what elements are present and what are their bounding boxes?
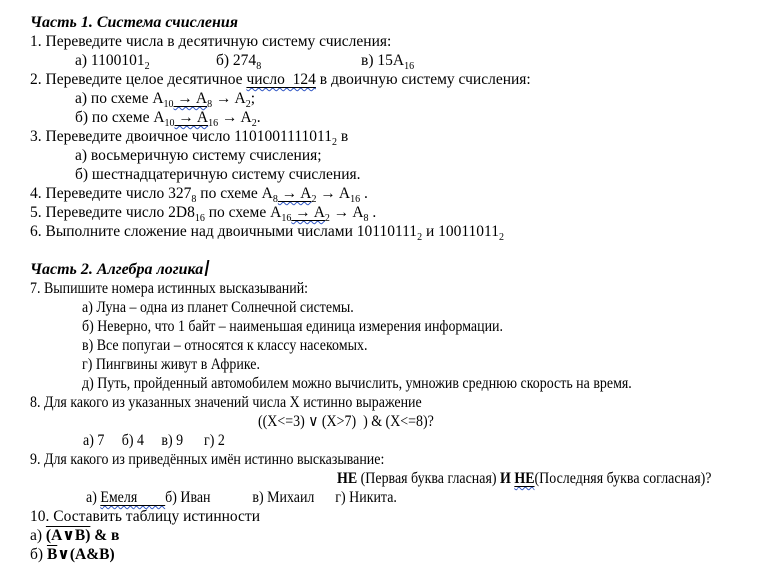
part2-title: Часть 2. Алгебра логика bbox=[30, 260, 761, 279]
q1-answers bbox=[75, 51, 761, 73]
q8-expression: ((X<=3) ∨ (X>7) ) & (X<=8)? bbox=[258, 413, 434, 430]
q1-answer-c: в) $15A_{16}$ bbox=[361, 52, 415, 73]
negated-expression: (A∨B) bbox=[45, 527, 91, 544]
not-operator: НЕ bbox=[337, 470, 358, 487]
q10-item-a: а) (A∨B) & в bbox=[30, 527, 120, 544]
marked-scheme: $_{16} \to A_2$ bbox=[281, 204, 330, 225]
q6-line: 6. Выполните сложение над двоичными числами $10110111_2$ и $10011011_2$ bbox=[30, 223, 504, 244]
q7-item-g: г) Пингвины живут в Африке. bbox=[82, 356, 260, 373]
text-cursor bbox=[205, 260, 209, 276]
q2-header: 2. Переведите целое десятичное число 124 в двоичную систему счисления: bbox=[30, 71, 531, 88]
q9-statement: НЕ (Первая буква гласная) И НЕ(Последняя буква согласная)? bbox=[337, 470, 712, 487]
q8-header: 8. Для какого из указанных значений числа X истинно выражение bbox=[30, 394, 422, 411]
and-operator: И bbox=[500, 470, 515, 487]
blank-line bbox=[30, 241, 761, 260]
q7-item-d: д) Путь, пройденный автомобилем можно вычислить, умножив среднюю скорость на время. bbox=[82, 375, 632, 392]
q3-item-a: а) восьмеричную систему счисления; bbox=[75, 147, 322, 164]
marked-scheme: $_{10} \to A_{16}$ bbox=[164, 109, 219, 130]
q4-line: 4. Переведите число $327_8$ по схеме $A_8 \to A_2 \to A_{16}$ . bbox=[30, 185, 368, 206]
q2-item-a: а) по схеме $A_{10} \to A_8 \to A_2$; bbox=[75, 90, 256, 111]
q7-item-b: б) Неверно, что 1 байт – наименьшая единица измерения информации. bbox=[82, 318, 504, 335]
not-operator-underlined: НЕ bbox=[514, 470, 535, 487]
q3-item-b: б) шестнадцатеричную систему счисления. bbox=[75, 166, 361, 183]
misspelled-number: число 124 bbox=[246, 71, 316, 88]
q3-header: 3. Переведите двоичное число $1101001111011_2$ в bbox=[30, 128, 349, 149]
marked-scheme: $_8 \to A_2$ bbox=[272, 185, 317, 206]
misspelled-name: Емеля bbox=[100, 489, 166, 506]
q7-item-a: а) Луна – одна из планет Солнечной системы. bbox=[82, 299, 354, 316]
q2-item-b: б) по схеме $A_{10} \to A_{16} \to A_2$. bbox=[75, 109, 261, 130]
q1-answer-a: а) $1100101_2$ bbox=[75, 52, 150, 73]
part1-title: Часть 1. Система счисления bbox=[30, 14, 239, 31]
negated-variable: $\overline{B}$ bbox=[46, 546, 58, 563]
q8-answers: а) 7 б) 4 в) 9 г) 2 bbox=[83, 432, 225, 449]
q9-answers: а) Емеля б) Иван в) Михаил г) Никита. bbox=[86, 489, 397, 506]
q1-answer-b: б) $274_8$ bbox=[216, 52, 262, 73]
marked-scheme: $_{10} \to A_8$ bbox=[163, 90, 213, 111]
q1-header: 1. Переведите числа в десятичную систему счисления: bbox=[30, 33, 392, 50]
marked-space bbox=[356, 413, 363, 430]
q9-header: 9. Для какого из приведённых имён истинно высказывание: bbox=[30, 451, 385, 468]
q7-header: 7. Выпишите номера истинных высказываний: bbox=[30, 280, 309, 297]
q10-item-b: б) $\overline{B}\vee(A\&B)$ bbox=[30, 546, 115, 563]
q10-header: 10. Составить таблицу истинности bbox=[30, 508, 260, 525]
q5-line: 5. Переведите число $2D8_{16}$ по схеме $A_{16} \to A_2 \to A_8$ . bbox=[30, 204, 377, 225]
q7-item-v: в) Все попугаи – относятся к классу насекомых. bbox=[82, 337, 368, 354]
